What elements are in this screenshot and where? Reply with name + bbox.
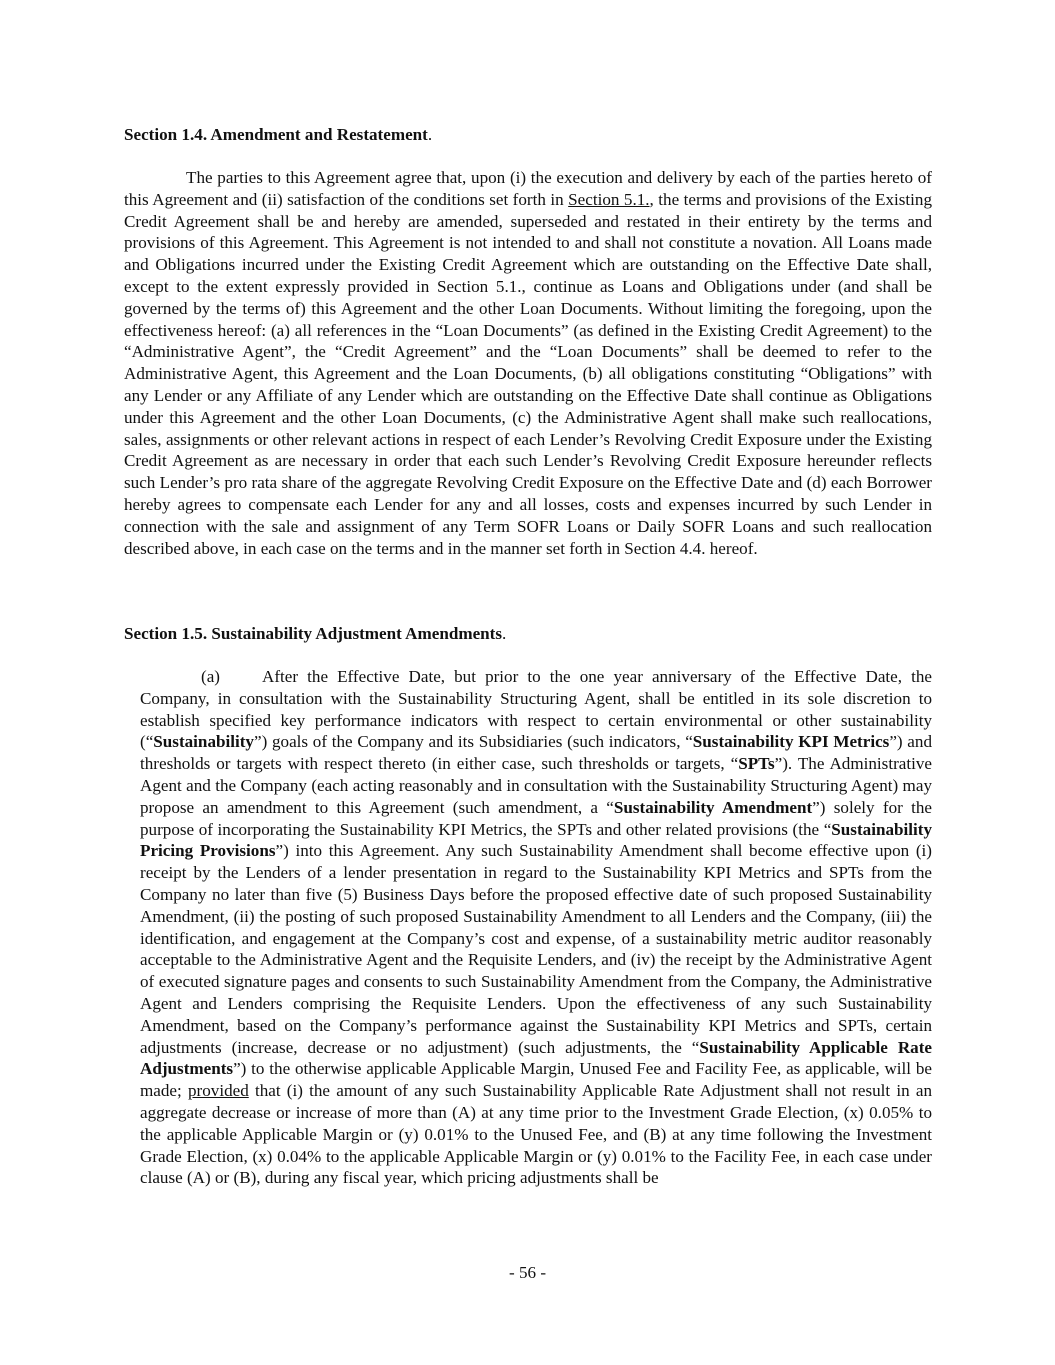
defined-term: Sustainability Applicable Rate Adjustments xyxy=(140,1037,932,1079)
defined-term: Sustainability Pricing Provisions xyxy=(140,819,932,861)
section-1-4-paragraph: The parties to this Agreement agree that, upon (i) the execution and delivery by each of the parties hereto of this Agreement and (ii) satisfaction of the conditions set forth in Section 5.1., the terms and provisions of the Existing Credit Agreement shall be and hereby are amended, superseded and restated in their entirety by the terms and provisions of this Agreement. This Agreement is not intended to and shall not constitute a novation. All Loans made and Obligations incurred under the Existing Credit Agreement which are outstanding on the Effective Date shall, except to the extent expressly provided in Section 5.1., continue as Loans and Obligations under (and shall be governed by the terms of) this Agreement and the other Loan Documents. Without limiting the foregoing, upon the effectiveness hereof: (a) all references in the “Loan Documents” (as defined in the Existing Credit Agreement) to the “Administrative Agent”, the “Credit Agreement” and the “Loan Documents” shall be deemed to refer to the Administrative Agent, this Agreement and the Loan Documents, (b) all obligations constituting “Obligations” with any Lender or any Affiliate of any Lender which are outstanding on the Effective Date shall continue as Obligations under this Agreement and the other Loan Documents, (c) the Administrative Agent shall make such reallocations, sales, assignments or other relevant actions in respect of each Lender’s Revolving Credit Exposure under the Existing Credit Agreement as are necessary in order that each such Lender’s Revolving Credit Exposure hereunder reflects such Lender’s pro rata share of the aggregate Revolving Credit Exposure on the Effective Date and (d) each Borrower hereby agrees to compensate each Lender for any and all losses, costs and expenses incurred by such Lender in connection with the sale and assignment of any Term SOFR Loans or Daily SOFR Loans and such reallocation described above, in each case on the terms and in the manner set forth in Section 4.4. hereof. xyxy=(124,168,933,558)
defined-term: SPTs xyxy=(738,754,775,774)
section-1-5-heading: Section 1.5. Sustainability Adjustment Amendments. xyxy=(124,624,507,643)
section-5-1-reference: Section 5.1. xyxy=(568,189,650,209)
defined-term: Sustainability KPI Metrics xyxy=(692,732,890,752)
defined-term: Sustainability Amendment xyxy=(613,797,813,817)
section-1-5-clause-a: (a) After the Effective Date, but prior to the one year anniversary of the Effective Date, the Company, in consultation with the Sustainability Structuring Agent, shall be entitled in its sole discretion to establish specified key performance indicators with respect to certain environmental or other sustainability (“Sustainability”) goals of the Company and its Subsidiaries (such indicators, “Sustainability KPI Metrics”) and thresholds or targets with respect thereto (in either case, such thresholds or targets, “SPTs”). The Administrative Agent and the Company (each acting reasonably and in consultation with the Sustainability Structuring Agent) may propose an amendment to this Agreement (such amendment, a “Sustainability Amendment”) solely for the purpose of incorporating the Sustainability KPI Metrics, the SPTs and other related provisions (the “Sustainability Pricing Provisions”) into this Agreement. Any such Sustainability Amendment shall become effective upon (i) receipt by the Lenders of a lender presentation in regard to the Sustainability KPI Metrics and SPTs from the Company no later than five (5) Business Days before the proposed effective date of such proposed Sustainability Amendment, (ii) the posting of such proposed Sustainability Amendment to all Lenders and the Company, (iii) the identification, and engagement at the Company’s cost and expense, of a sustainability metric auditor reasonably acceptable to the Administrative Agent and the Requisite Lenders, and (iv) the receipt by the Administrative Agent of executed signature pages and consents to such Sustainability Amendment from the Company, the Administrative Agent and Lenders comprising the Requisite Lenders. Upon the effectiveness of any such Sustainability Amendment, based on the Company’s performance against the Sustainability KPI Metrics and SPTs, certain adjustments (increase, decrease or no adjustment) (such adjustments, the “Sustainability Applicable Rate Adjustments”) to the otherwise applicable Applicable Margin, Unused Fee and Facility Fee, as applicable, will be made; provided that (i) the amount of any such Sustainability Applicable Rate Adjustment shall not result in an aggregate decrease or increase of more than (A) at any time prior to the Investment Grade Election, (x) 0.05% to the applicable Applicable Margin or (y) 0.01% to the Unused Fee, and (B) at any time following the Investment Grade Election, (x) 0.04% to the applicable Applicable Margin or (y) 0.01% to the Facility Fee, in each case under clause (A) or (B), during any fiscal year, which pricing adjustments shall be xyxy=(140,667,932,1188)
defined-term: Sustainability xyxy=(153,732,254,752)
page-number: - 56 - xyxy=(508,1263,547,1282)
section-1-4-heading: Section 1.4. Amendment and Restatement. xyxy=(124,125,433,144)
clause-label: (a) xyxy=(201,667,220,686)
provided-term: provided xyxy=(187,1081,249,1101)
